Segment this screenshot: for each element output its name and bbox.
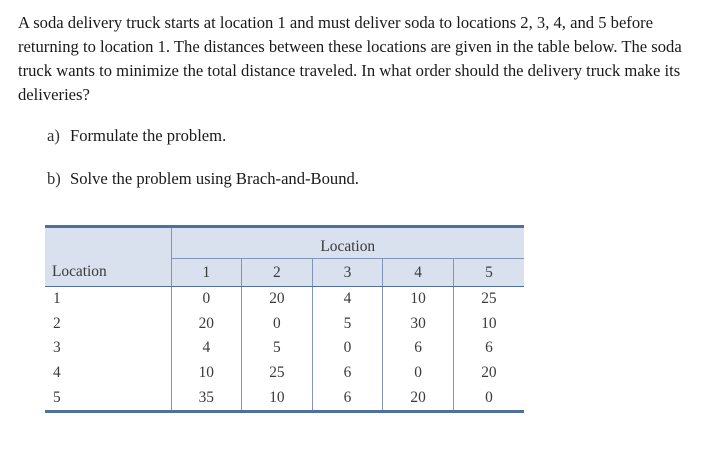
table-cell: 5 bbox=[242, 336, 313, 361]
part-b-letter: b) bbox=[47, 169, 61, 188]
table-group-header-row bbox=[45, 227, 524, 259]
table-row-header: Location bbox=[45, 259, 171, 287]
row-label: 2 bbox=[45, 312, 171, 337]
part-a bbox=[47, 124, 359, 148]
table-cell: 10 bbox=[242, 385, 313, 411]
part-b-text: Solve the problem using Brach-and-Bound. bbox=[70, 169, 359, 188]
table-column-header-row bbox=[45, 259, 524, 287]
problem-statement: A soda delivery truck starts at location 1 and must deliver soda to locations 2, 3, 4, and 5 before returning to location 1. The distances between these locations are given in the table below. The soda truck wants to minimize the total distance traveled. In what order should the delivery truck make its deliveries? bbox=[18, 13, 682, 104]
table-cell: 20 bbox=[242, 287, 313, 312]
table-cell: 10 bbox=[171, 361, 242, 386]
table-row bbox=[45, 361, 524, 386]
table-cell: 0 bbox=[453, 385, 524, 411]
row-label: 1 bbox=[45, 287, 171, 312]
table-cell: 30 bbox=[383, 312, 454, 337]
table-group-header: Location bbox=[171, 227, 524, 259]
table-corner-cell bbox=[45, 227, 171, 259]
row-label: 5 bbox=[45, 385, 171, 411]
table-cell: 6 bbox=[453, 336, 524, 361]
question-parts bbox=[47, 124, 359, 191]
table-cell: 4 bbox=[312, 287, 383, 312]
column-header: 2 bbox=[242, 259, 313, 287]
table-cell: 20 bbox=[453, 361, 524, 386]
table-cell: 0 bbox=[312, 336, 383, 361]
table-cell: 0 bbox=[171, 287, 242, 312]
table-cell: 25 bbox=[242, 361, 313, 386]
table-row bbox=[45, 287, 524, 312]
table-cell: 20 bbox=[383, 385, 454, 411]
table-row bbox=[45, 312, 524, 337]
table-cell: 35 bbox=[171, 385, 242, 411]
distance-table bbox=[45, 225, 524, 413]
row-label: 3 bbox=[45, 336, 171, 361]
table-cell: 20 bbox=[171, 312, 242, 337]
table-cell: 6 bbox=[312, 361, 383, 386]
part-a-letter: a) bbox=[47, 126, 60, 145]
column-header: 4 bbox=[383, 259, 454, 287]
table-cell: 6 bbox=[383, 336, 454, 361]
table-row bbox=[45, 385, 524, 411]
row-label: 4 bbox=[45, 361, 171, 386]
table-cell: 10 bbox=[453, 312, 524, 337]
table-cell: 0 bbox=[242, 312, 313, 337]
column-header: 3 bbox=[312, 259, 383, 287]
table-cell: 5 bbox=[312, 312, 383, 337]
table-cell: 0 bbox=[383, 361, 454, 386]
table-row bbox=[45, 336, 524, 361]
table-cell: 6 bbox=[312, 385, 383, 411]
part-b bbox=[47, 167, 359, 191]
table-cell: 10 bbox=[383, 287, 454, 312]
column-header: 5 bbox=[453, 259, 524, 287]
column-header: 1 bbox=[171, 259, 242, 287]
table-cell: 4 bbox=[171, 336, 242, 361]
table-cell: 25 bbox=[453, 287, 524, 312]
part-a-text: Formulate the problem. bbox=[70, 126, 227, 145]
